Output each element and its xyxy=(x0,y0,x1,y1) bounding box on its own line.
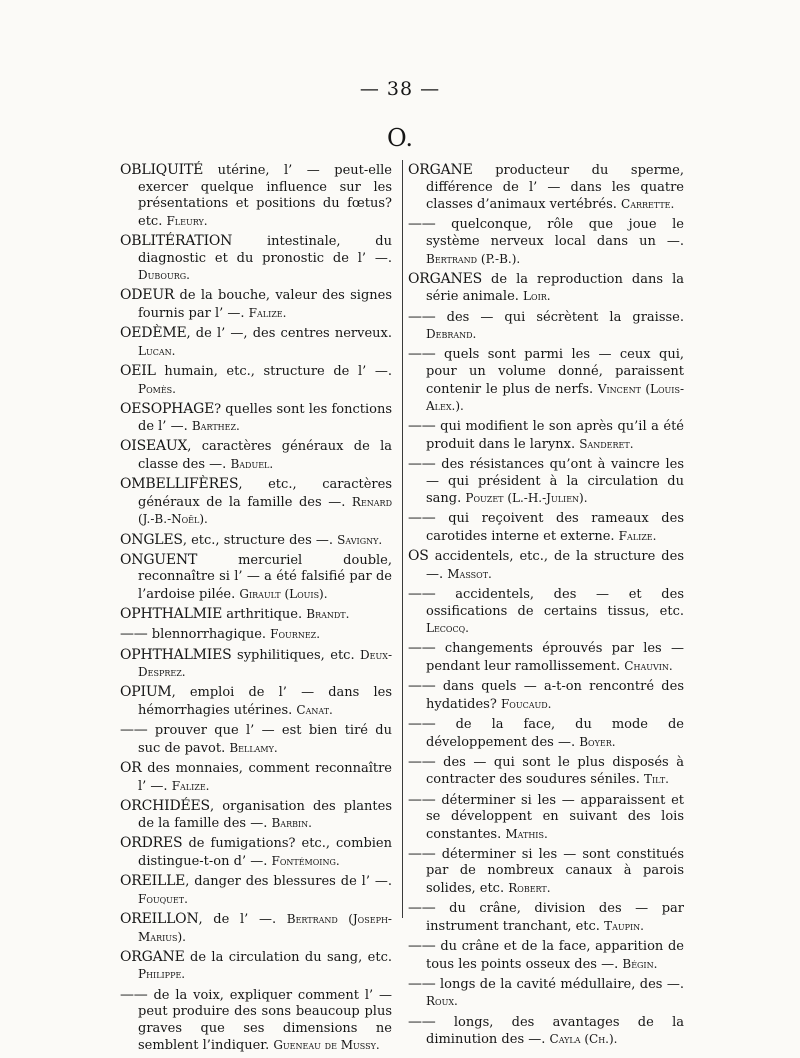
index-entry xyxy=(408,754,684,789)
entry-text: qui reçoivent des rameaux des carotides interne et externe. xyxy=(426,511,684,545)
index-entry xyxy=(408,900,684,935)
entry-text: des monnaies, comment reconnaître l’ —. xyxy=(138,760,392,794)
left-column xyxy=(120,162,392,1058)
entry-author: Mathis. xyxy=(505,826,548,841)
entry-author: Bégin. xyxy=(622,956,658,971)
entry-headword: OBLITÉRATION xyxy=(120,232,233,249)
entry-author: Foucaud. xyxy=(500,696,552,711)
index-entry xyxy=(120,325,392,360)
entry-author: Bellamy. xyxy=(229,740,278,755)
right-column xyxy=(408,162,684,1051)
entry-text: de la face, du mode de développement des —. xyxy=(426,716,684,750)
section-letter: O. xyxy=(387,124,413,152)
entry-headword: ORGANE xyxy=(120,948,185,965)
entry-headword: OBLIQUITÉ xyxy=(120,162,204,178)
index-entry xyxy=(408,938,684,973)
entry-text: longs, des avantages de la diminution des —. xyxy=(426,1014,684,1048)
entry-text: accidentels, etc., de la structure des —. xyxy=(426,549,684,582)
entry-author: Savigny. xyxy=(337,532,383,547)
entry-headword: —— xyxy=(408,845,436,862)
entry-headword: —— xyxy=(408,456,436,473)
entry-headword: OPHTHALMIES xyxy=(120,646,232,663)
entry-text: de fumigations? etc., combien distingue-t-on d’ —. xyxy=(138,836,392,870)
entry-headword: ONGUENT xyxy=(120,551,198,568)
entry-author: Tilt. xyxy=(644,772,669,787)
entry-author: Pomès. xyxy=(138,381,176,396)
entry-author: Dubourg. xyxy=(138,268,190,283)
entry-headword: —— xyxy=(408,900,436,917)
index-entry xyxy=(120,949,392,984)
entry-headword: —— xyxy=(408,418,436,435)
entry-text: quelconque, rôle que joue le système nerveux local dans un —. xyxy=(426,217,684,249)
index-entry xyxy=(408,678,684,713)
entry-headword: OREILLE xyxy=(120,873,186,890)
index-entry xyxy=(408,1014,684,1049)
entry-text: des — qui sécrètent la graisse. xyxy=(435,309,684,325)
index-entry xyxy=(408,216,684,268)
entry-text: du crâne et de la face, apparition de tous les points osseux des —. xyxy=(426,939,684,972)
index-entry xyxy=(408,846,684,898)
index-entry xyxy=(408,346,684,415)
index-entry xyxy=(120,363,392,398)
entry-author: Fournez. xyxy=(270,627,321,642)
entry-headword: —— xyxy=(408,216,436,233)
entry-author: Chauvin. xyxy=(624,658,673,673)
entry-author: Massot. xyxy=(447,566,492,581)
entry-text: de la reproduction dans la série animale. xyxy=(426,271,684,305)
index-entry xyxy=(120,476,392,529)
entry-headword: ONGLES xyxy=(120,531,183,548)
entry-author: Barthez. xyxy=(191,419,240,434)
index-entry xyxy=(120,552,392,604)
index-entry xyxy=(408,976,684,1011)
entry-text: , etc., caractères généraux de la famille des —. xyxy=(138,477,392,510)
entry-headword: —— xyxy=(408,791,436,808)
entry-author: Falize. xyxy=(171,778,210,793)
index-entry xyxy=(120,606,392,624)
index-entry xyxy=(120,873,392,908)
entry-text: ? quelles sont les fonctions de l’ —. xyxy=(138,401,392,435)
entry-text: de la voix, expliquer comment l’ — peut produire des sons beaucoup plus graves que ses dimensions ne semblent l’indiquer. xyxy=(138,987,392,1054)
entry-author: Debrand. xyxy=(426,327,477,342)
entry-text: des — qui sont le plus disposés à contracter des soudures séniles. xyxy=(426,754,684,788)
entry-author: Cayla (Ch.). xyxy=(549,1032,618,1047)
index-entry xyxy=(120,532,392,550)
entry-author: Bertrand (P.-B.). xyxy=(426,251,521,266)
entry-headword: OEIL xyxy=(120,362,156,379)
entry-author: Boyer. xyxy=(579,734,616,749)
entry-headword: —— xyxy=(120,722,148,739)
entry-headword: OR xyxy=(120,759,142,776)
entry-author: Bertrand (Joseph-Marius). xyxy=(138,912,392,944)
index-entry xyxy=(120,647,392,682)
entry-author: Lecocq. xyxy=(426,621,469,636)
index-entry xyxy=(120,798,392,833)
entry-text: dans quels — a-t-on rencontré des hydatides? xyxy=(426,679,684,712)
index-entry xyxy=(408,792,684,844)
entry-author: Fouquet. xyxy=(138,891,188,906)
index-entry xyxy=(120,162,392,230)
entry-author: Brandt. xyxy=(306,607,350,622)
entry-headword: —— xyxy=(408,308,436,325)
index-entry xyxy=(408,640,684,675)
entry-text: syphilitiques, etc. xyxy=(231,647,361,663)
entry-author: Roux. xyxy=(426,994,458,1009)
entry-headword: —— xyxy=(408,678,436,695)
entry-text: longs de la cavité médullaire, des —. xyxy=(435,976,684,992)
entry-text: blennorrhagique. xyxy=(147,627,271,643)
entry-text: de la bouche, valeur des signes fournis par l’ —. xyxy=(138,288,392,321)
index-entry xyxy=(120,287,392,322)
entry-headword: ODEUR xyxy=(120,287,175,304)
index-entry xyxy=(120,626,392,644)
entry-text: arthritique. xyxy=(222,607,307,623)
entry-headword: —— xyxy=(408,753,436,770)
index-entry xyxy=(408,162,684,214)
index-entry xyxy=(120,684,392,719)
entry-text: des résistances qu’ont à vaincre les — qui président à la circulation du sang. xyxy=(426,457,684,507)
entry-text: de la circulation du sang, etc. xyxy=(184,949,392,965)
entry-headword: OPIUM xyxy=(120,684,172,701)
index-entry xyxy=(120,987,392,1055)
entry-text: , danger des blessures de l’ —. xyxy=(185,874,392,890)
page-number: — 38 — xyxy=(359,78,441,100)
index-entry xyxy=(120,438,392,473)
entry-text: utérine, l’ — peut-elle exercer quelque influence sur les présentations et positions du fœtus? etc. xyxy=(138,163,392,229)
entry-text: changements éprouvés par les — pendant leur ramollissement. xyxy=(426,641,684,674)
entry-author: Baduel. xyxy=(230,457,274,472)
entry-headword: —— xyxy=(120,986,148,1003)
entry-author: Philippe. xyxy=(138,967,186,982)
index-entry xyxy=(408,548,684,583)
entry-headword: —— xyxy=(408,510,436,527)
index-entry xyxy=(120,401,392,436)
entry-headword: OREILLON xyxy=(120,911,199,928)
entry-text: prouver que l’ — est bien tiré du suc de pavot. xyxy=(138,723,392,756)
entry-author: Vincent (Louis-Alex.). xyxy=(426,381,684,414)
entry-author: Fleury. xyxy=(166,213,208,228)
entry-headword: ORGANES xyxy=(408,270,482,287)
column-divider xyxy=(402,160,403,918)
entry-author: Taupin. xyxy=(604,918,644,933)
entry-headword: OS xyxy=(408,548,429,565)
entry-author: Falize. xyxy=(618,529,657,544)
entry-headword: OISEAUX xyxy=(120,438,188,455)
entry-author: Fontémoing. xyxy=(271,854,340,869)
index-entry xyxy=(408,271,684,306)
entry-text: , etc., structure des —. xyxy=(182,532,338,548)
entry-headword: OPHTHALMIE xyxy=(120,606,223,623)
entry-headword: OESOPHAGE xyxy=(120,400,215,417)
entry-text: déterminer si les — sont constitués par de nombreux canaux à parois solides, etc. xyxy=(426,846,684,897)
index-entry xyxy=(120,911,392,946)
entry-author: Carrette. xyxy=(621,197,675,212)
entry-text: intestinale, du diagnostic et du pronostic de l’ —. xyxy=(138,233,392,266)
entry-author: Canat. xyxy=(296,702,333,717)
entry-text: du crâne, division des — par instrument tranchant, etc. xyxy=(426,901,684,934)
entry-headword: —— xyxy=(408,938,436,955)
entry-text: déterminer si les — apparaissent et se développent en suivant des lois constantes. xyxy=(426,792,684,842)
entry-text: humain, etc., structure de l’ —. xyxy=(155,363,392,379)
entry-author: Sanderet. xyxy=(579,436,634,451)
entry-headword: OEDÈME xyxy=(120,325,187,342)
entry-headword: ORCHIDÉES xyxy=(120,797,210,814)
entry-headword: —— xyxy=(408,346,436,363)
index-entry xyxy=(408,586,684,638)
index-entry xyxy=(408,418,684,453)
entry-headword: —— xyxy=(408,640,436,657)
entry-author: Gueneau de Mussy. xyxy=(273,1038,380,1053)
entry-text: mercuriel double, reconnaître si l’ — a été falsifié par de l’ardoise pilée. xyxy=(138,552,392,602)
index-entry xyxy=(408,456,684,508)
entry-text: , de l’ —. xyxy=(198,912,287,928)
entry-text: , organisation des plantes de la famille des —. xyxy=(138,798,392,832)
index-entry xyxy=(408,309,684,344)
entry-headword: OMBELLIFÈRES xyxy=(120,476,239,493)
entry-author: Loir. xyxy=(523,289,551,304)
entry-text: accidentels, des — et des ossifications de certains tissus, etc. xyxy=(426,587,684,619)
entry-headword: —— xyxy=(120,626,148,643)
index-entry xyxy=(120,722,392,757)
entry-text: quels sont parmi les — ceux qui, pour un volume donné, paraissent contenir le plus de nerfs. xyxy=(426,347,684,397)
entry-text: , emploi de l’ — dans les hémorrhagies utérines. xyxy=(138,685,392,718)
entry-author: Robert. xyxy=(508,881,551,896)
entry-text: , caractères généraux de la classe des —. xyxy=(138,439,392,473)
index-entry xyxy=(408,716,684,751)
entry-headword: —— xyxy=(408,1013,436,1030)
entry-headword: —— xyxy=(408,715,436,732)
index-entry xyxy=(120,835,392,870)
entry-author: Deux-Desprez. xyxy=(138,647,392,680)
entry-author: Renard (J.-B.-Noël). xyxy=(138,494,392,527)
entry-headword: —— xyxy=(408,975,436,992)
entry-headword: —— xyxy=(408,586,436,602)
entry-author: Lucan. xyxy=(138,343,176,358)
entry-author: Falize. xyxy=(248,305,287,320)
entry-text: qui modifient le son après qu’il a été produit dans le larynx. xyxy=(426,419,684,452)
index-entry xyxy=(120,760,392,795)
entry-headword: ORDRES xyxy=(120,835,183,852)
entry-author: Barbin. xyxy=(271,816,312,831)
entry-text: producteur du sperme, différence de l’ — dans les quatre classes d’animaux vertébrés. xyxy=(426,163,684,213)
entry-text: , de l’ —, des centres nerveux. xyxy=(186,326,392,342)
index-entry xyxy=(120,233,392,285)
index-entry xyxy=(408,510,684,545)
entry-author: Pouzet (L.-H.-Julien). xyxy=(465,491,588,506)
entry-headword: ORGANE xyxy=(408,162,473,178)
entry-author: Girault (Louis). xyxy=(239,587,328,601)
